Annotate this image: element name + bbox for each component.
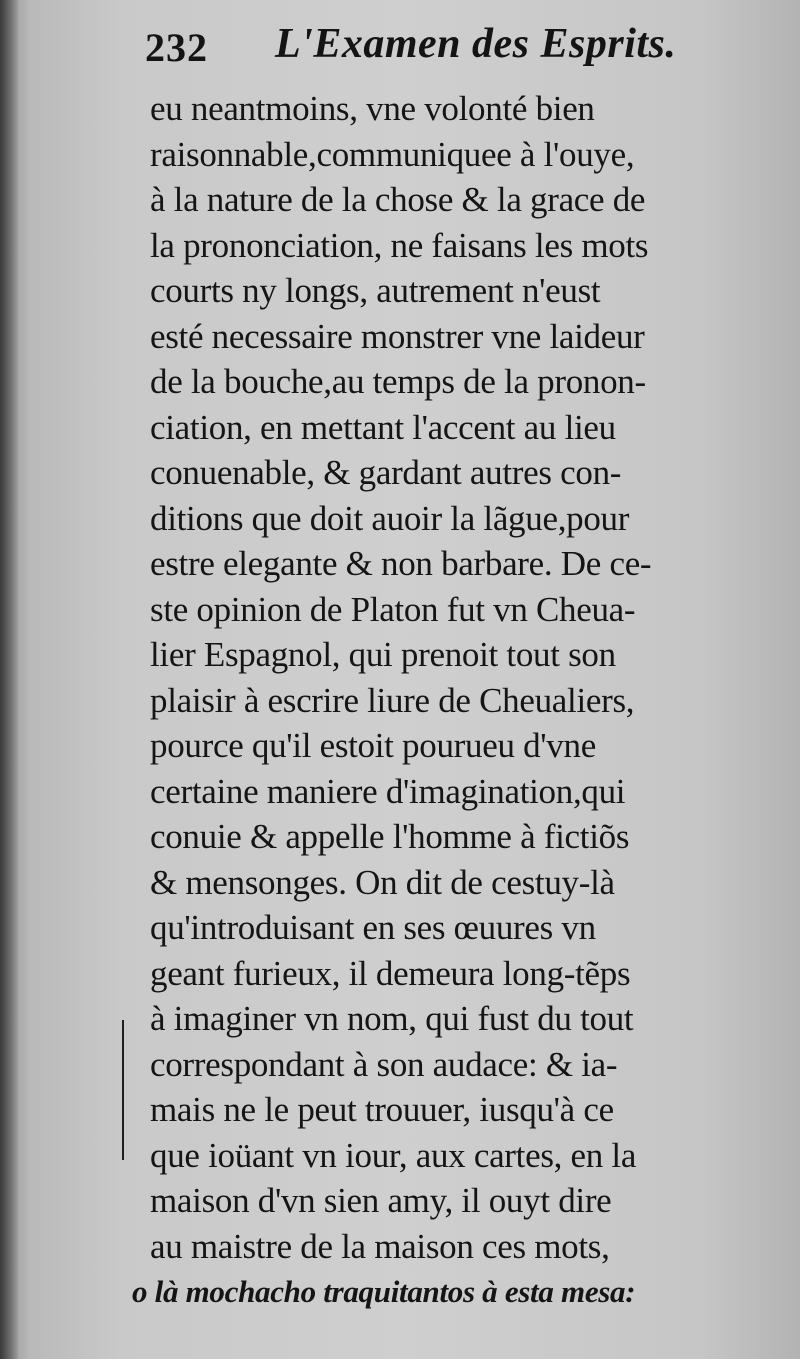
text-line: esté necessaire monstrer vne laideur	[150, 316, 645, 356]
text-line: estre elegante & non barbare. De ce-	[150, 544, 652, 583]
text-line: courts ny longs, autrement n'eust	[150, 271, 601, 310]
page-number: 232	[145, 25, 208, 70]
page-header	[145, 18, 765, 78]
italic-quote-line: o là mochacho traquitantos à esta mesa:	[132, 1274, 636, 1309]
text-line: plaisir à escrire liure de Cheualiers,	[150, 680, 635, 720]
text-line: à la nature de la chose & la grace de	[150, 180, 646, 219]
text-line: ste opinion de Platon fut vn Cheua-	[150, 589, 636, 629]
text-line: maison d'vn sien amy, il ouyt dire	[150, 1181, 612, 1220]
text-line: conuenable, & gardant autres con-	[150, 453, 622, 492]
margin-mark	[122, 1020, 124, 1160]
body-text	[132, 86, 750, 1315]
text-line: geant furieux, il demeura long-tẽps	[150, 953, 631, 993]
text-line: de la bouche,au temps de la pronon-	[150, 362, 646, 401]
text-line: à imaginer vn nom, qui fust du tout	[150, 999, 634, 1038]
text-line: correspondant à son audace: & ia-	[150, 1044, 618, 1084]
text-line: & mensonges. On dit de cestuy-là	[150, 862, 615, 902]
text-line: certaine maniere d'imagination,qui	[150, 771, 626, 811]
text-line: conuie & appelle l'homme à fictiõs	[150, 817, 630, 856]
text-line: ciation, en mettant l'accent au lieu	[150, 407, 616, 447]
running-title: L'Examen des Esprits.	[275, 21, 677, 67]
text-line: qu'introduisant en ses œuures vn	[150, 908, 596, 947]
text-line: pource qu'il estoit pourueu d'vne	[150, 726, 596, 765]
text-line: ditions que doit auoir la lãgue,pour	[150, 498, 630, 538]
text-line: lier Espagnol, qui prenoit tout son	[150, 635, 616, 674]
text-line: mais ne le peut trouuer, iusqu'à ce	[150, 1090, 614, 1129]
text-line: raisonnable,communiquee à l'ouye,	[150, 134, 635, 174]
text-line: au maistre de la maison ces mots,	[150, 1226, 610, 1266]
text-line: que ioüant vn iour, aux cartes, en la	[150, 1135, 637, 1175]
text-line: la prononciation, ne faisans les mots	[150, 225, 649, 265]
text-line: eu neantmoins, vne volonté bien	[150, 89, 595, 128]
